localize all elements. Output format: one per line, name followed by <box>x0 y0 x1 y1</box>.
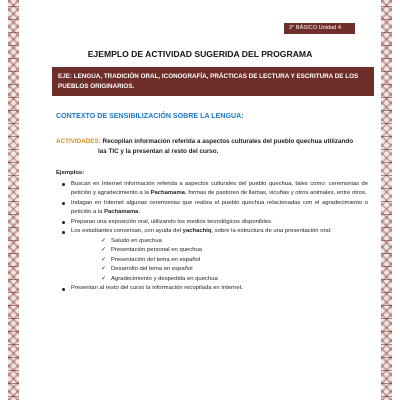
check-item-label: Saludo en quechua <box>111 237 162 244</box>
list-item <box>56 180 368 199</box>
eje-banner <box>52 67 374 96</box>
list-item: Preparan una exposición oral, utilizando los medios tecnológicos disponibles. <box>56 218 368 228</box>
check-icon: ✓ <box>101 247 107 253</box>
item2-text-a: Indagan en Internet algunas ceremonias que realiza el pueblo quechua relacionadas con el agradecimiento o petición a la <box>71 199 368 215</box>
item4-bold: yachachiq <box>182 228 212 234</box>
check-item <box>101 237 368 247</box>
decorative-border-left <box>8 0 19 400</box>
section-title: CONTEXTO DE SENSIBILIZACIÓN SOBRE LA LENGUA: <box>56 112 244 120</box>
decorative-border-right <box>381 0 392 400</box>
eje-line-1: EJE: LENGUA, TRADICIÓN ORAL, ICONOGRAFÍA, PRÁCTICAS DE LECTURA Y ESCRITURA DE LOS <box>58 73 359 80</box>
examples-list <box>56 180 368 294</box>
check-item-label: Presentación del tema en español <box>111 256 201 263</box>
check-icon: ✓ <box>101 275 107 282</box>
check-icon: ✓ <box>101 256 107 263</box>
item1-bold: Pachamama <box>150 190 185 196</box>
check-item-label: Presentación personal en quechua <box>111 247 203 253</box>
check-icon: ✓ <box>101 266 107 272</box>
item1-text-a: Buscan en Internet información referida a aspectos culturales del pueblo quechua, tales como: ceremonias de petición y agradecimiento a la <box>71 180 368 196</box>
item2-bold: Pachamama <box>104 209 139 215</box>
page-title: EJEMPLO DE ACTIVIDAD SUGERIDA DEL PROGRAMA <box>87 49 313 59</box>
list-item <box>56 227 368 284</box>
check-item-label: Desarrollo del tema en español <box>111 266 193 272</box>
check-item <box>101 265 368 275</box>
activity-block <box>56 137 366 156</box>
examples-section <box>56 169 368 294</box>
item1-text-c: , formas de pastoreo de llamas, vicuñas y otros animales, entre otros. <box>184 190 367 196</box>
activity-text-2: las TIC y la presentan al resto del curso. <box>98 147 219 155</box>
check-item-label: Agradecimiento y despedida en quechua <box>111 275 218 282</box>
grade-unit-badge: 2° BÁSICO Unidad 4 <box>284 23 355 34</box>
check-item <box>101 275 368 285</box>
check-item <box>101 246 368 256</box>
item2-text-c: . <box>138 209 141 215</box>
list-item <box>56 199 368 218</box>
item4-text-a: Los estudiantes conversan, con ayuda del <box>71 228 183 234</box>
check-item <box>101 256 368 266</box>
presentation-structure-list <box>71 237 368 285</box>
eje-line-2: PUEBLOS ORIGINARIOS. <box>58 82 135 90</box>
check-icon: ✓ <box>101 237 107 244</box>
activity-label: ACTIVIDADES: <box>56 138 101 145</box>
list-item: Presentan al resto del curso la información recopilada en Internet. <box>56 284 368 294</box>
activity-text-1: Recopilan información referida a aspectos culturales del pueblo quechua utilizando <box>100 138 354 145</box>
examples-heading: Ejemplos: <box>56 170 85 176</box>
item4-text-c: , sobre la estructura de una presentación oral: <box>211 228 332 234</box>
